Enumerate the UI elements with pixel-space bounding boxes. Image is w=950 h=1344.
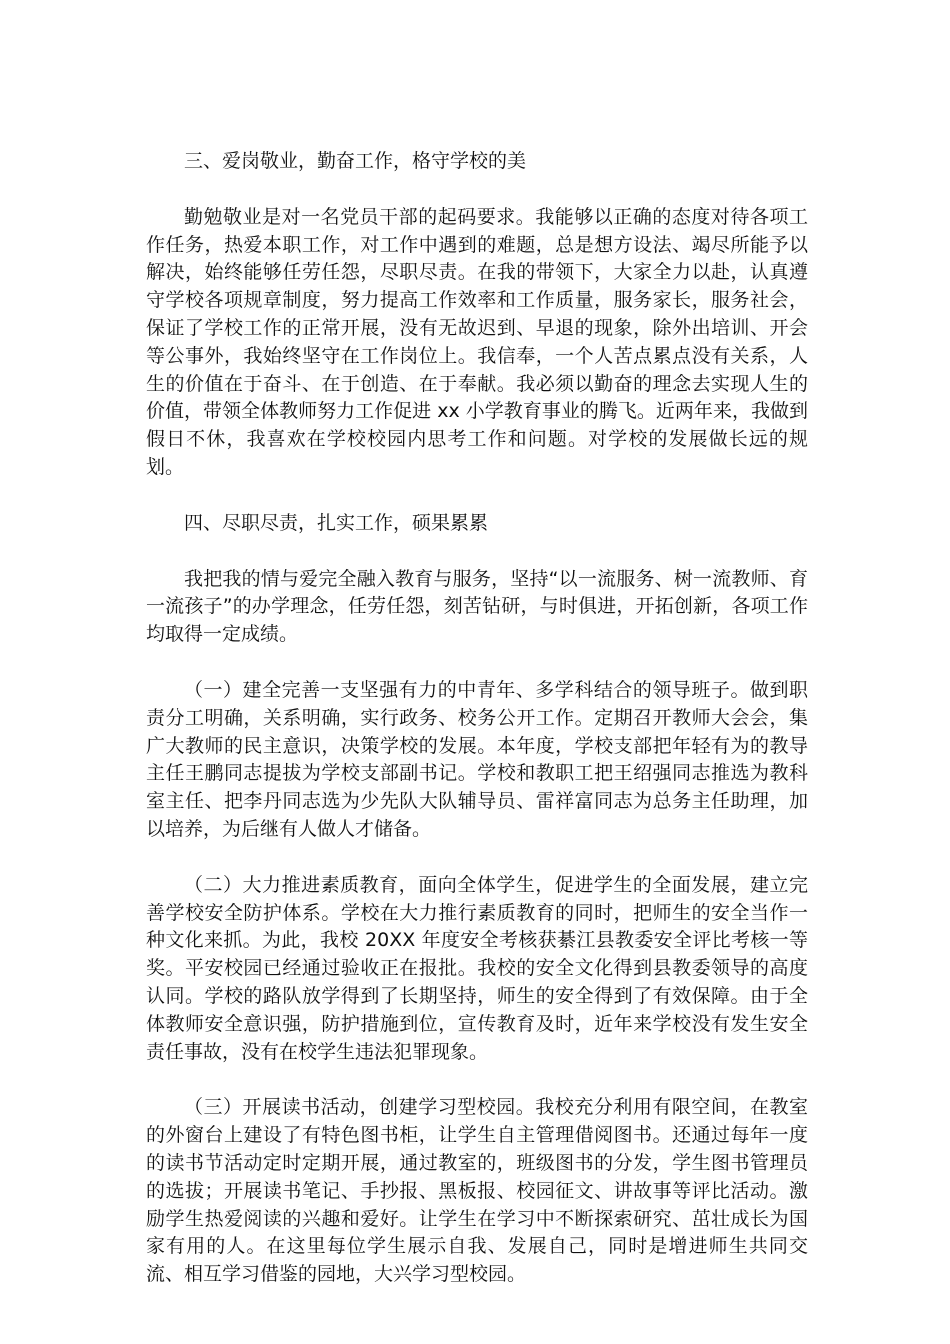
- paragraph-diligence: 勤勉敬业是对一名党员干部的起码要求。我能够以正确的态度对待各项工作任务，热爱本职工作，对工作中遇到的难题，总是想方设法、竭尽所能予以解决，始终能够任劳任怨，尽职尽责。在我的带领下，大家全力以赴，认真遵守学校各项规章制度，努力提高工作效率和工作质量，服务家长，服务社会，保证了学校工作的正常开展，没有无故迟到、早退的现象，除外出培训、开会等公事外，我始终坚守在工作岗位上。我信奉，一个人苦点累点没有关系，人生的价值在于奋斗、在于创造、在于奉献。我必须以勤奋的理念去实现人生的价值，带领全体教师努力工作促进 xx 小学教育事业的腾飞。近两年来，我做到假日不休，我喜欢在学校校园内思考工作和问题。对学校的发展做长远的规划。: [146, 205, 808, 478]
- section-heading-3: 三、爱岗敬业，勤奋工作，格守学校的美: [184, 150, 527, 172]
- document-page: [146, 148, 808, 1289]
- paragraph-safety: （二）大力推进素质教育，面向全体学生，促进学生的全面发展，建立完善学校安全防护体系。学校在大力推行素质教育的同时，把师生的安全当作一种文化来抓。为此，我校 20XX 年度安全考核获綦江县教委安全评比考核一等奖。平安校园已经通过验收正在报批。我校的安全文化得到县教委领导的高度认同。学校的路队放学得到了长期坚持，师生的安全得到了有效保障。由于全体教师安全意识强，防护措施到位，宣传教育及时，近年来学校没有发生安全责任事故，没有在校学生违法犯罪现象。: [146, 873, 808, 1063]
- paragraph-reading: （三）开展读书活动，创建学习型校园。我校充分利用有限空间，在教室的外窗台上建设了有特色图书柜，让学生自主管理借阅图书。还通过每年一度的读书节活动定时定期开展，通过教室的，班级图书的分发，学生图书管理员的选拔；开展读书笔记、手抄报、黑板报、校园征文、讲故事等评比活动。激励学生热爱阅读的兴趣和爱好。让学生在学习中不断探索研究、茁壮成长为国家有用的人。在这里每位学生展示自我、发展自己，同时是增进师生共同交流、相互学习借鉴的园地，大兴学习型校园。: [146, 1096, 808, 1286]
- section-heading-4: 四、尽职尽责，扎实工作，硕果累累: [184, 511, 489, 534]
- paragraph-philosophy: 我把我的情与爱完全融入教育与服务，坚持“以一流服务、树一流教师、育一流孩子”的办学理念，任劳任怨，刻苦钻研，与时俱进，开拓创新，各项工作均取得一定成绩。: [146, 567, 808, 646]
- paragraph-leadership: （一）建全完善一支坚强有力的中青年、多学科结合的领导班子。做到职责分工明确，关系明确，实行政务、校务公开工作。定期召开教师大会会，集广大教师的民主意识，决策学校的发展。本年度，学校支部把年轻有为的教导主任王鹏同志提拔为学校支部副书记。学校和教职工把王绍强同志推选为教科室主任、把李丹同志选为少先队大队辅导员、雷祥富同志为总务主任助理，加以培养，为后继有人做人才储备。: [146, 678, 808, 840]
